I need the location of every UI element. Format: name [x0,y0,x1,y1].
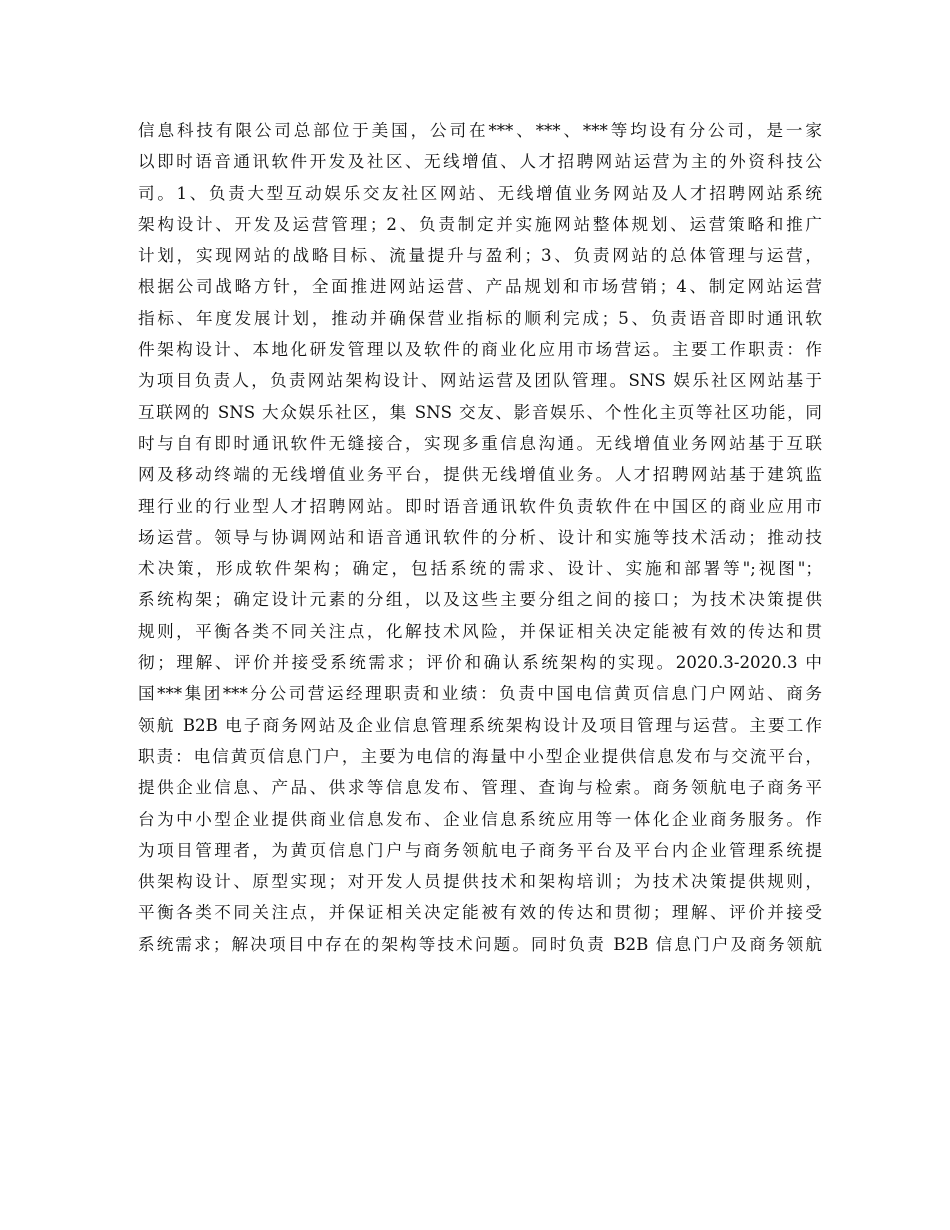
text-line: 司。1、负责大型互动娱乐交友社区网站、无线增值业务网站及人才招聘网站系统 [138,183,822,203]
text-line: 系统需求；解决项目中存在的架构等技术问题。同时负责 B2B 信息门户及商务领航 [138,934,822,954]
text-line: 计划，实现网站的战略目标、流量提升与盈利；3、负责网站的总体管理与运营， [138,246,822,266]
text-line: 系统构架；确定设计元素的分组，以及这些主要分组之间的接口；为技术决策提供 [138,590,822,610]
text-line: 架构设计、开发及运营管理；2、负责制定并实施网站整体规划、运营策略和推广 [138,214,822,234]
text-line: 时与自有即时通讯软件无缝接合，实现多重信息沟通。无线增值业务网站基于互联 [138,433,822,453]
text-line: 供架构设计、原型实现；对开发人员提供技术和架构培训；为技术决策提供规则， [138,872,822,892]
text-line: 台为中小型企业提供商业信息发布、企业信息系统应用等一体化企业商务服务。作 [138,809,822,829]
text-line: 场运营。领导与协调网站和语音通讯软件的分析、设计和实施等技术活动；推动技 [138,527,822,547]
text-line: 理行业的行业型人才招聘网站。即时语音通讯软件负责软件在中国区的商业应用市 [138,496,822,516]
text-line: 以即时语音通讯软件开发及社区、无线增值、人才招聘网站运营为主的外资科技公 [138,152,822,172]
text-line: 网及移动终端的无线增值业务平台，提供无线增值业务。人才招聘网站基于建筑监 [138,465,822,485]
text-line: 彻；理解、评价并接受系统需求；评价和确认系统架构的实现。2020.3-2020.3 中 [138,653,822,673]
text-line: 职责：电信黄页信息门户，主要为电信的海量中小型企业提供信息发布与交流平台， [138,746,822,766]
text-line: 领航 B2B 电子商务网站及企业信息管理系统架构设计及项目管理与运营。主要工作 [138,715,822,735]
body-paragraph [138,115,822,960]
text-line: 为项目管理者，为黄页信息门户与商务领航电子商务平台及平台内企业管理系统提 [138,840,822,860]
text-line: 提供企业信息、产品、供求等信息发布、管理、查询与检索。商务领航电子商务平 [138,778,822,798]
text-line: 为项目负责人，负责网站架构设计、网站运营及团队管理。SNS 娱乐社区网站基于 [138,371,822,391]
text-line: 件架构设计、本地化研发管理以及软件的商业化应用市场营运。主要工作职责：作 [138,340,822,360]
text-line: 规则，平衡各类不同关注点，化解技术风险，并保证相关决定能被有效的传达和贯 [138,621,822,641]
text-line: 信息科技有限公司总部位于美国，公司在***、***、***等均设有分公司，是一家 [138,121,822,140]
text-line: 互联网的 SNS 大众娱乐社区，集 SNS 交友、影音娱乐、个性化主页等社区功能，同 [138,402,822,422]
text-line: 根据公司战略方针，全面推进网站运营、产品规划和市场营销；4、制定网站运营 [138,277,822,297]
text-line: 平衡各类不同关注点，并保证相关决定能被有效的传达和贯彻；理解、评价并接受 [138,903,822,923]
text-line: 术决策，形成软件架构；确定，包括系统的需求、设计、实施和部署等";视图"； [138,559,822,579]
text-line: 国***集团***分公司营运经理职责和业绩：负责中国电信黄页信息门户网站、商务 [138,684,822,704]
text-line: 指标、年度发展计划，推动并确保营业指标的顺利完成；5、负责语音即时通讯软 [138,308,822,328]
